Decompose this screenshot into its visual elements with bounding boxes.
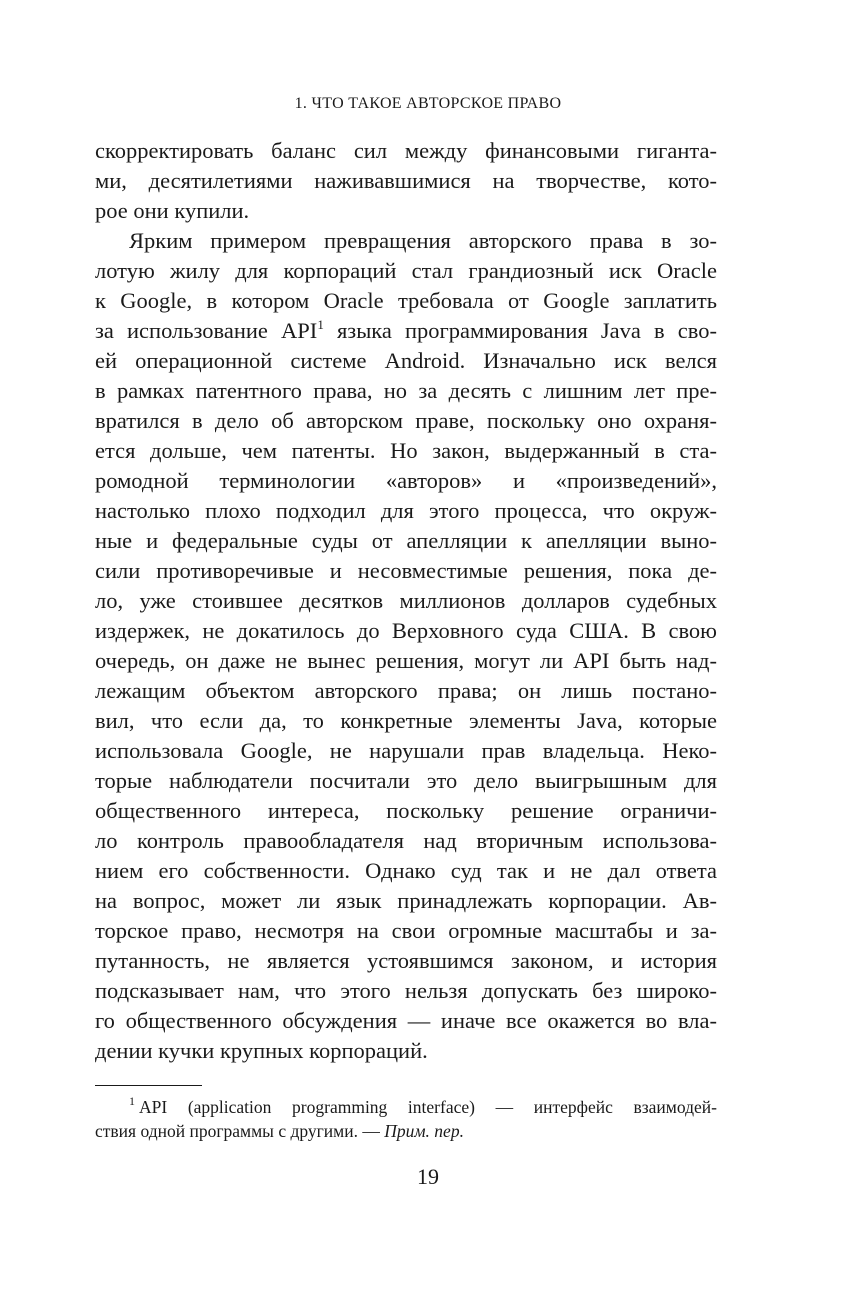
text-line: торые наблюдатели посчитали это дело выигрышным для (95, 768, 717, 793)
text-line-with-footnote (95, 316, 717, 346)
text-line: лежащим объектом авторского права; он лишь постано- (95, 678, 717, 703)
text-line: на вопрос, может ли язык принадлежать корпорации. Ав- (95, 888, 717, 913)
footnote-line (95, 1095, 717, 1119)
text-line: сили противоречивые и несовместимые решения, пока де- (95, 558, 717, 583)
text-line: го общественного обсуждения — иначе все окажется во вла- (95, 1008, 717, 1033)
text-line: нием его собственности. Однако суд так и не дал ответа (95, 858, 717, 883)
text-line: ло контроль правообладателя над вторичным использова- (95, 828, 717, 853)
text-line: очередь, он даже не вынес решения, могут ли API быть над- (95, 648, 717, 673)
text-fragment: языка программирования Java в сво- (336, 318, 718, 343)
text-line: лотую жилу для корпораций стал грандиозный иск Oracle (95, 258, 717, 283)
translator-note: Прим. пер. (384, 1121, 464, 1141)
text-line: ется дольше, чем патенты. Но закон, выдержанный в ста- (95, 438, 717, 463)
text-line: общественного интереса, поскольку решение ограничи- (95, 798, 717, 823)
footnote-divider (95, 1085, 202, 1086)
running-head: 1. ЧТО ТАКОЕ АВТОРСКОЕ ПРАВО (294, 95, 562, 112)
text-line: рое они купили. (95, 198, 250, 223)
text-line: ромодной терминологии «авторов» и «произведений», (95, 468, 717, 493)
text-line: путанность, не является устоявшимся законом, и история (95, 948, 717, 973)
text-line: использовала Google, не нарушали прав владельца. Неко- (95, 738, 717, 763)
text-line: Ярким примером превращения авторского права в зо- (129, 228, 717, 253)
text-line: в рамках патентного права, но за десять с лишним лет пре- (95, 378, 717, 403)
text-line: вратился в дело об авторском праве, поскольку оно охраня- (95, 408, 717, 433)
footnote-marker: 1 (129, 1094, 135, 1109)
text-line: ные и федеральные суды от апелляции к апелляции выно- (95, 528, 717, 553)
footnote-line (95, 1119, 717, 1143)
page-number: 19 (417, 1164, 439, 1189)
text-line: дении кучки крупных корпораций. (95, 1038, 428, 1063)
text-line: издержек, не докатилось до Верховного суда США. В свою (95, 618, 717, 643)
footnote-text: ствия одной программы с другими. — (95, 1121, 385, 1141)
text-line: подсказывает нам, что этого нельзя допускать без широко- (95, 978, 717, 1003)
text-line: торское право, несмотря на свои огромные масштабы и за- (95, 918, 717, 943)
text-line: к Google, в котором Oracle требовала от Google заплатить (95, 288, 717, 313)
main-text (95, 136, 717, 1066)
text-line: ло, уже стоившее десятков миллионов долларов судебных (95, 588, 717, 613)
footnote-text: API (application programming interface) — интерфейс взаимодей- (139, 1097, 717, 1117)
footnote-reference: 1 (317, 316, 324, 332)
text-line: вил, что если да, то конкретные элементы Java, которые (95, 708, 717, 733)
text-line: ей операционной системе Android. Изначально иск велся (95, 348, 717, 373)
text-line: настолько плохо подходил для этого процесса, что окруж- (95, 498, 717, 523)
text-fragment: за использование API (95, 318, 318, 343)
footnote (95, 1095, 717, 1143)
text-line: скорректировать баланс сил между финансовыми гиганта- (95, 138, 717, 163)
text-line: ми, десятилетиями наживавшимися на творчестве, кото- (95, 168, 717, 193)
